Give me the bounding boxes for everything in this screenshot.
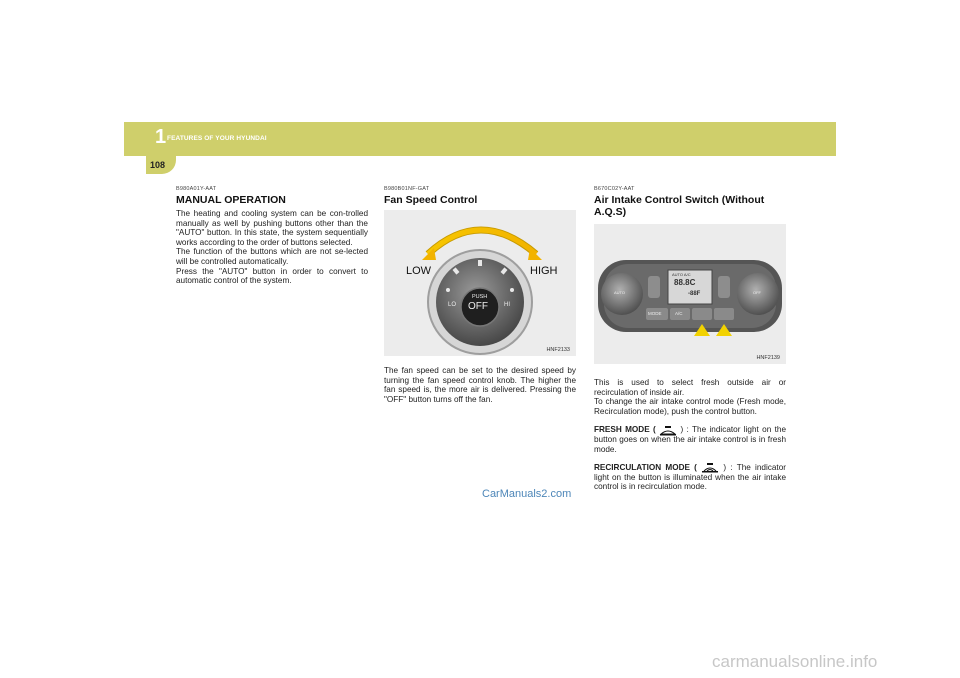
chapter-title: FEATURES OF YOUR HYUNDAI bbox=[167, 135, 267, 142]
section-code: B980B01NF-GAT bbox=[384, 186, 430, 192]
fresh-air-icon bbox=[659, 426, 677, 435]
display-temp-1: 88.8C bbox=[674, 278, 696, 287]
recirculation-icon bbox=[701, 463, 719, 472]
carmanuals-watermark-link[interactable]: CarManuals2.com bbox=[482, 488, 572, 500]
section-heading: Fan Speed Control bbox=[384, 194, 478, 206]
auto-knob-label[interactable]: AUTO bbox=[614, 290, 626, 295]
section-body: This is used to select fresh outside air or recirculation of inside air. To change the air intake control mode (Fresh mode, Recirculation mode), push the control button. bbox=[594, 378, 786, 416]
climate-panel-figure bbox=[594, 224, 786, 364]
knob-hi-label: HI bbox=[504, 302, 510, 308]
page-number: 108 bbox=[150, 160, 166, 170]
off-knob-label[interactable]: OFF bbox=[753, 290, 761, 295]
recirc-mode-paragraph bbox=[594, 463, 786, 492]
section-code: B670C02Y-AAT bbox=[594, 186, 635, 192]
fan-off-button[interactable]: OFF bbox=[468, 301, 488, 312]
fresh-mode-paragraph bbox=[594, 425, 786, 454]
section-air-intake bbox=[594, 186, 786, 492]
fan-high-label: HIGH bbox=[530, 265, 558, 277]
recirc-mode-text: ) : The indicator light on the button is illuminated when the air intake control is in recirculation mode. bbox=[594, 463, 786, 492]
section-manual-operation bbox=[176, 186, 368, 286]
ac-button[interactable]: A/C bbox=[675, 311, 683, 316]
chapter-number: 1 bbox=[155, 126, 167, 148]
section-body: The fan speed can be set to the desired speed by turning the fan speed control knob. The higher the fan speed is, the more air is delivered. Pressing the "OFF" button turns off the fan. bbox=[384, 366, 576, 404]
section-heading: Air Intake Control Switch (Without A.Q.S) bbox=[594, 194, 765, 218]
fresh-mode-text: ) : The indicator light on the button goes on when the air intake control is in fresh mode. bbox=[594, 425, 786, 454]
section-code: B980A01Y-AAT bbox=[176, 186, 217, 192]
section-fan-speed bbox=[384, 186, 576, 404]
fan-knob-illustration bbox=[384, 210, 576, 356]
mode-button[interactable]: MODE bbox=[648, 311, 662, 316]
fan-low-label: LOW bbox=[406, 265, 432, 277]
knob-lo-label: LO bbox=[448, 302, 457, 308]
recirc-mode-label: RECIRCULATION MODE ( bbox=[594, 463, 697, 473]
online-watermark: carmanualsonline.info bbox=[712, 652, 878, 671]
display-top: AUTO A/C bbox=[672, 272, 691, 277]
section-heading: MANUAL OPERATION bbox=[176, 194, 286, 206]
display-temp-2: -88F bbox=[688, 291, 701, 297]
fan-knob-figure bbox=[384, 210, 576, 356]
fresh-mode-label: FRESH MODE ( bbox=[594, 425, 656, 435]
knob-push-label: PUSH bbox=[472, 294, 488, 300]
figure-code: HNF2133 bbox=[546, 347, 570, 353]
figure-code: HNF2139 bbox=[756, 355, 780, 361]
section-body: The heating and cooling system can be con-trolled manually as well by pushing buttons other than the "AUTO" button. In this state, the system sequentially works according to the order of buttons selected. The function of the buttons which are not se-lected will be controlled automatically. Press the "AUTO" button in order to convert to automatic control of the system. bbox=[176, 209, 368, 286]
